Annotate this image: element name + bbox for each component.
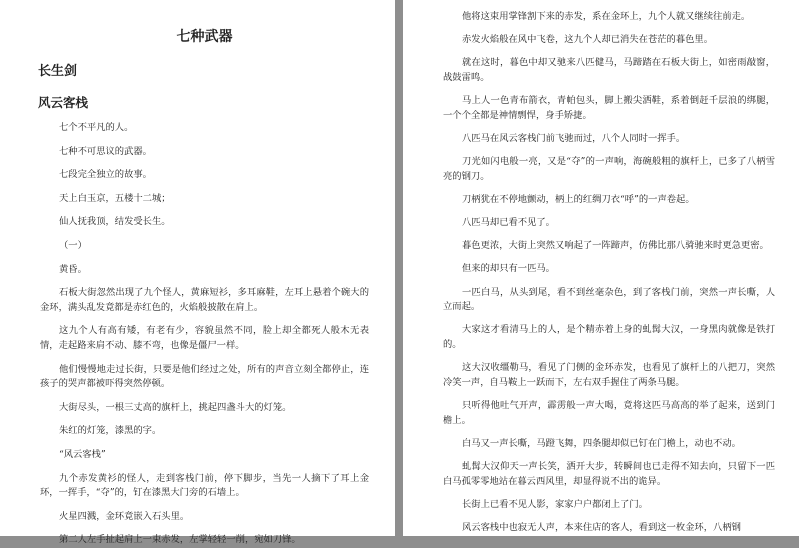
paragraph: 朱红的灯笼，漆黑的字。 — [59, 425, 162, 437]
paragraph: 他们慢慢地走过长街，只要是他们经过之处，所有的声音立刻全都停止，连孩子的哭声都被吓得突然停顿。 — [40, 363, 369, 390]
paragraph: 这九个人有高有矮，有老有少，容貌虽然不同，脸上却全都死人般木无表情，走起路来肩不动、膝不弯，也像是僵尸一样。 — [40, 325, 369, 351]
paragraph: 第二人左手扯起肩上一束赤发，左掌轻轻一削，宛如刀锋。 — [59, 534, 301, 546]
paragraph: 天上白玉京，五楼十二城； — [59, 192, 171, 204]
paragraph: 七个不平凡的人。 — [59, 122, 134, 133]
paragraph: 虬髯大汉仰天一声长笑，洒开大步，转瞬间也已走得不知去向，只留下一匹白马孤零零地站在暮云西风里，却显得说不出的诡异。 — [443, 460, 775, 487]
paragraph: “风云客栈” — [59, 448, 106, 460]
document-title: 七种武器 — [176, 29, 233, 45]
paragraph: 这大汉收缰勒马，看见了门侧的金环赤发，也看见了旗杆上的八把刀，突然冷笑一声，自马鞍上一跃而下，左右双手握住了两条马腿。 — [443, 362, 775, 388]
paragraph: 七种不可思议的武器。 — [59, 145, 152, 157]
left-page — [0, 0, 395, 546]
paragraph: 刀柄犹在不停地颤动，柄上的红绸刀衣“呼”的一声卷起。 — [462, 193, 695, 205]
paragraph: 一匹白马，从头到尾，看不到丝毫杂色，到了客栈门前，突然一声长嘶，人立而起。 — [443, 286, 775, 313]
page-gap — [395, 0, 403, 536]
paragraph: 马上人一色青布箭衣，青帕包头，脚上搬尖洒鞋，系着倒赶千层浪的绑腿，一个个全都是神情剽悍，身手矫捷。 — [443, 95, 775, 121]
section-title: 风云客栈 — [38, 95, 89, 110]
left-body — [40, 121, 369, 548]
paragraph: 长街上已看不见人影，家家户户都闭上了门。 — [462, 498, 648, 510]
paragraph: 七段完全独立的故事。 — [59, 169, 152, 181]
paragraph: 白马又一声长嘶，马蹬飞舞，四条腿却似已钉在门檐上，动也不动。 — [462, 437, 741, 449]
paragraph: 暮色更浓，大街上突然又响起了一阵蹄声，仿佛比那八骑驰来时更急更密。 — [462, 240, 769, 252]
paragraph: 八匹马在风云客栈门前飞驰而过，八个人同时一挥手。 — [462, 132, 686, 144]
paragraph: （一） — [59, 239, 87, 251]
paragraph: 但来的却只有一匹马。 — [462, 263, 555, 275]
paragraph: 火星四溅，金环竟嵌入石头里。 — [59, 510, 190, 522]
paragraph: 刀光如闪电般一亮，又是“夺”的一声响，海碗般粗的旗杆上，已多了八柄雪亮的钢刀。 — [443, 156, 775, 182]
paragraph: 九个赤发黄衫的怪人，走到客栈门前，停下脚步，当先一人摘下了耳上金环，一挥手，“夺”的，钉在漆黑大门旁的石墙上。 — [40, 472, 369, 499]
paragraph: 就在这时，暮色中却又驰来八匹健马，马蹄踏在石板大街上，如密雨敲窗，战鼓雷鸣。 — [443, 57, 775, 83]
paragraph: 黄昏。 — [59, 263, 87, 275]
chapter-title: 长生剑 — [38, 64, 78, 79]
paragraph: 风云客栈中也寂无人声，本来住店的客人，看到这一枚金环，八柄钢 — [462, 521, 741, 533]
paragraph: 石板大街忽然出现了九个怪人，黄麻短衫，多耳麻鞋，左耳上悬着个碗大的金环，满头乱发竟都是赤红色的，火焰般披散在肩上。 — [40, 287, 369, 313]
paragraph: 仙人抚我顶，结发受长生。 — [59, 216, 171, 228]
paragraph: 八匹马却已看不见了。 — [462, 217, 555, 229]
right-body — [443, 10, 775, 536]
paragraph: 赤发火焰般在风中飞卷，这九个人却已消失在苍茫的暮色里。 — [462, 34, 714, 46]
paragraph: 他将这束用掌锋割下来的赤发，系在金环上，九个人就又继续往前走。 — [462, 11, 751, 22]
paragraph: 大家这才看清马上的人，是个精赤着上身的虬髯大汉，一身黑肉就像是铁打的。 — [443, 324, 775, 351]
paragraph: 大街尽头，一根三丈高的旗杆上，挑起四盏斗大的灯笼。 — [59, 401, 292, 413]
paragraph: 只听得他吐气开声，霹雳般一声大喝，竟将这匹马高高的举了起来，送到门檐上。 — [443, 400, 775, 426]
right-page — [403, 0, 799, 536]
